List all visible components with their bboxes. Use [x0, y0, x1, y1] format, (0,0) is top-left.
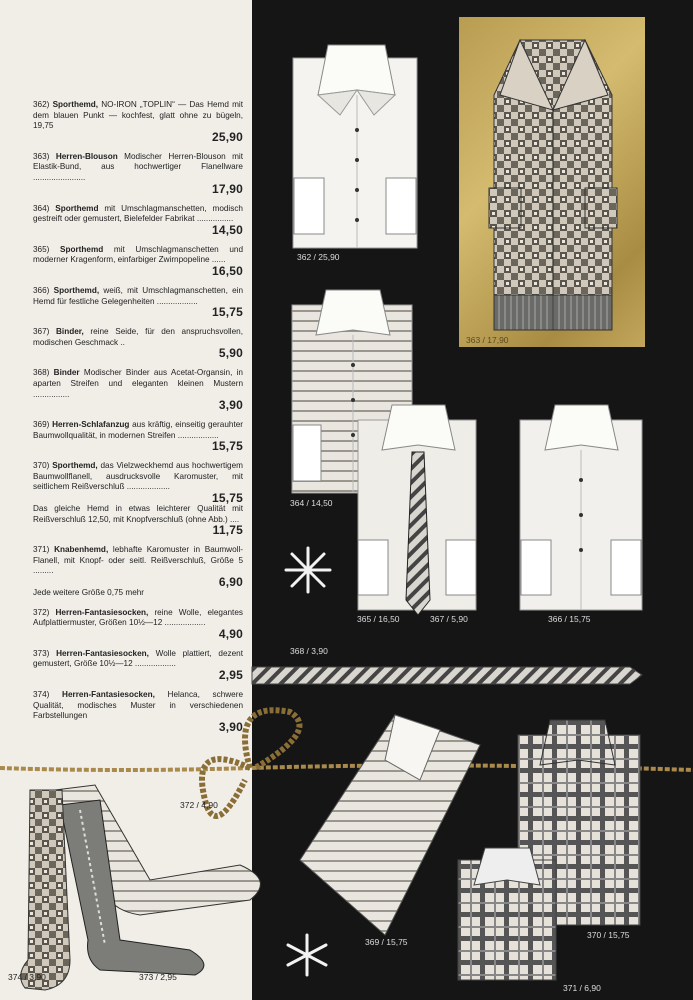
entry-extra-price: 11,75: [212, 523, 243, 538]
entry-description: Helanca, schwere Qualität, modisches Muster in verschiedenen Farbstellungen: [33, 690, 243, 721]
entry-description: aus kräftig, einseitig gerauhter Baumwollqualität, in modernen Streifen ..................: [33, 420, 244, 440]
entry-name: Sporthemd,: [52, 461, 98, 471]
entry-name: Sporthemd: [55, 203, 99, 213]
product-entry: [33, 420, 243, 452]
entry-description: lebhafte Karomuster in Baumwoll-Flanell, mit Knopf- oder seitl. Reißverschluß, Größe 5 .........: [33, 545, 243, 576]
entry-number: 373): [33, 648, 50, 658]
entry-price: 16,50: [211, 263, 243, 278]
entry-number: 372): [33, 607, 50, 617]
pyjama-369: [300, 715, 480, 935]
label-372: 372 / 4,90: [180, 800, 218, 810]
shirt-362: [293, 45, 417, 248]
entry-number: 365): [33, 244, 50, 254]
label-369: 369 / 15,75: [365, 937, 408, 947]
entry-price: 17,90: [211, 181, 243, 196]
entry-description: Modischer Binder aus Acetat-Organsin, in aparten Streifen und eleganten kleinen Mustern ................: [33, 368, 243, 399]
entry-price: 15,75: [211, 305, 243, 320]
entry-price: 25,90: [211, 129, 243, 144]
entry-description: Modischer Herren-Blouson mit Elastik-Bund, aus hochwertiger Flanellware .......................: [33, 151, 244, 182]
entry-number: 366): [33, 285, 50, 295]
entry-description: mit Umschlagmanschetten, modisch gestreift oder gemustert, Bielefelder Fabrikat ................: [33, 203, 243, 224]
entry-price: 15,75: [211, 491, 243, 506]
entry-price: 15,75: [211, 439, 243, 454]
product-entry: [33, 368, 243, 411]
entry-description: weiß, mit Umschlagmanschetten, ein Hemd für festliche Gelegenheiten ..................: [33, 285, 243, 306]
product-entry: [33, 100, 243, 143]
blouson-363: [489, 40, 617, 330]
entry-number: 374): [33, 690, 50, 699]
entry-description: reine Wolle, elegantes Aufplattiermuster, Größen 10½—12 ..................: [33, 607, 243, 628]
label-367: 367 / 5,90: [430, 614, 468, 624]
entry-price: 14,50: [211, 222, 243, 237]
entry-name: Herren-Fantasiesocken,: [62, 690, 155, 699]
star-icon: [286, 548, 330, 592]
product-entry: [33, 608, 243, 640]
shirt-371: [458, 848, 556, 980]
product-entry: [33, 152, 243, 195]
entry-number: 364): [33, 203, 50, 213]
entry-price: 4,90: [218, 626, 243, 641]
entry-name: Knabenhemd,: [54, 545, 109, 555]
entry-description: mit Umschlagmanschetten und moderner Kragenform, einfarbiger Zwirnpopeline ......: [33, 244, 244, 265]
shirt-366: [520, 405, 642, 610]
label-370: 370 / 15,75: [587, 930, 630, 940]
entry-price: 3,90: [218, 719, 243, 734]
label-366: 366 / 15,75: [548, 614, 591, 624]
entry-name: Sporthemd: [60, 244, 104, 254]
entry-description: NO-IRON „TOPLIN“ — Das Hemd mit dem blauen Punkt — kochfest, glatt ohne zu bügeln, 19,75: [33, 100, 244, 131]
entry-price: 2,95: [218, 668, 243, 682]
product-entry: [33, 204, 243, 236]
entry-number: 367): [33, 327, 50, 337]
product-entry: [33, 327, 243, 359]
entry-number: 369): [33, 420, 50, 430]
entry-description: das Vielzweckhemd aus hochwertigem Baumwollflanell, ausdrucksvolle Karomuster, mit seitlichem Reißverschluß ...................: [33, 461, 243, 492]
entry-number: 371): [33, 545, 50, 555]
product-entry: [33, 649, 243, 681]
product-list: [33, 100, 243, 742]
label-362: 362 / 25,90: [297, 252, 340, 262]
entry-name: Herren-Fantasiesocken,: [55, 607, 149, 617]
socks-374: [21, 790, 70, 990]
entry-price: 5,90: [218, 346, 243, 361]
label-363: 363 / 17,90: [466, 335, 509, 345]
entry-number: 363): [33, 151, 50, 161]
label-374: 374 / 3,90: [8, 972, 46, 982]
entry-number: 362): [33, 100, 50, 109]
entry-extra: Das gleiche Hemd in etwas leichterer Qualität mit Reißverschluß 12,50, mit Knopfverschluß (ohne Abb.) ....: [33, 504, 243, 524]
product-entry: [33, 461, 243, 536]
entry-description: Wolle plattiert, dezent gemustert, Größe 10½—12 ..................: [33, 648, 243, 669]
label-373: 373 / 2,95: [139, 972, 177, 982]
entry-price: 6,90: [218, 575, 243, 590]
entry-name: Sporthemd,: [53, 285, 100, 295]
entry-price: 3,90: [218, 398, 243, 413]
snowflake-icon: [288, 935, 326, 975]
entry-name: Herren-Schlafanzug: [52, 420, 130, 430]
entry-number: 368): [33, 368, 50, 378]
entry-extra: Jede weitere Größe 0,75 mehr: [33, 588, 145, 598]
product-entry: [33, 545, 243, 598]
entry-name: Binder,: [56, 327, 84, 337]
tie-368: [252, 667, 642, 684]
label-371: 371 / 6,90: [563, 983, 601, 993]
entry-name: Herren-Blouson: [55, 151, 118, 161]
entry-name: Binder: [53, 368, 80, 378]
entry-description: reine Seide, für den anspruchsvollen, modischen Geschmack ..: [33, 327, 243, 347]
label-364: 364 / 14,50: [290, 498, 333, 508]
product-entry: [33, 245, 243, 277]
product-entry: [33, 286, 243, 318]
label-368: 368 / 3,90: [290, 646, 328, 656]
entry-number: 370): [33, 461, 50, 471]
product-entry: [33, 690, 243, 733]
entry-name: Sporthemd,: [52, 100, 99, 109]
label-365: 365 / 16,50: [357, 614, 400, 624]
entry-name: Herren-Fantasiesocken,: [56, 648, 149, 658]
